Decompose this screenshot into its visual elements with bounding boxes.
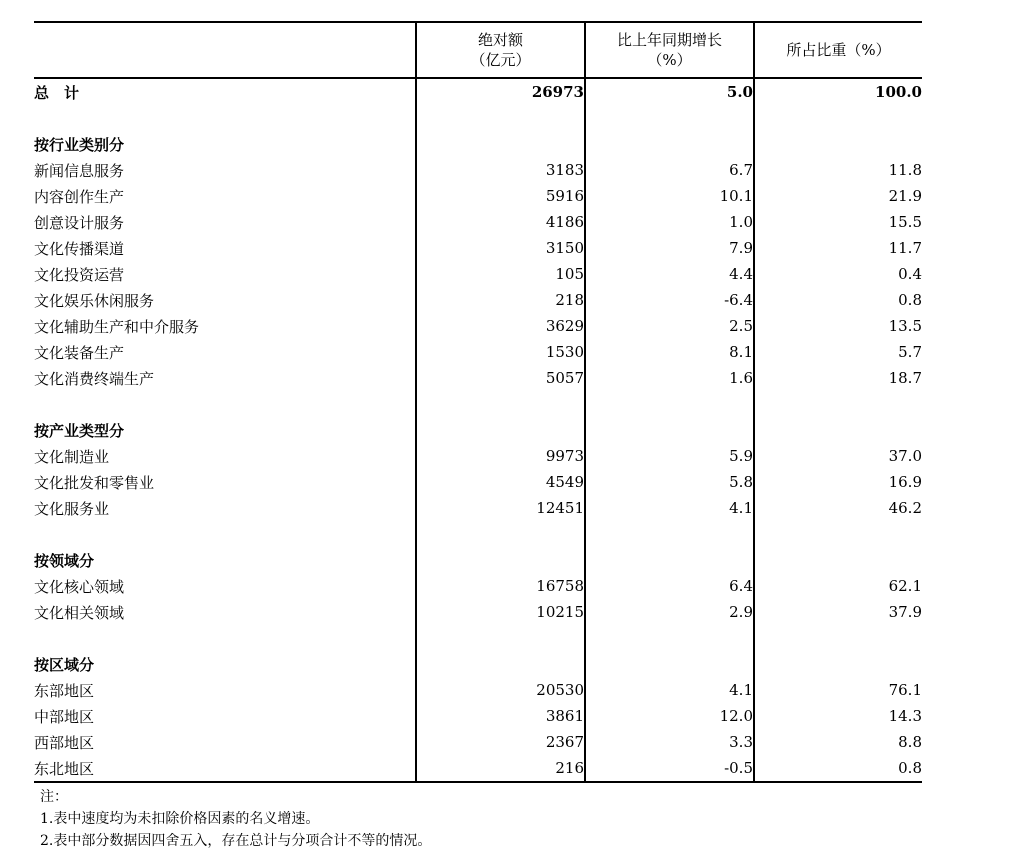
spacer-cell bbox=[416, 391, 585, 417]
spacer-cell bbox=[754, 105, 922, 131]
row-share: 37.0 bbox=[754, 443, 922, 469]
row-label: 文化核心领域 bbox=[34, 577, 125, 596]
row-share: 0.4 bbox=[754, 261, 922, 287]
total-amount: 26973 bbox=[416, 78, 585, 105]
table-notes bbox=[40, 786, 431, 852]
row-growth: 12.0 bbox=[585, 703, 754, 729]
empty-cell bbox=[416, 547, 585, 573]
header-growth bbox=[585, 22, 754, 78]
empty-cell bbox=[585, 417, 754, 443]
row-label: 文化娱乐休闲服务 bbox=[34, 291, 155, 310]
spacer-cell bbox=[585, 391, 754, 417]
row-amount: 3183 bbox=[416, 157, 585, 183]
table-row bbox=[34, 495, 922, 521]
table-row bbox=[34, 183, 922, 209]
table-row bbox=[34, 729, 922, 755]
total-label: 总 计 bbox=[34, 83, 80, 102]
empty-cell bbox=[754, 547, 922, 573]
row-share: 62.1 bbox=[754, 573, 922, 599]
row-label: 新闻信息服务 bbox=[34, 161, 125, 180]
note-item: 1.表中速度均为未扣除价格因素的名义增速。 bbox=[40, 811, 320, 827]
spacer-cell bbox=[585, 625, 754, 651]
spacer-cell bbox=[754, 625, 922, 651]
table-row bbox=[34, 313, 922, 339]
section-heading-row bbox=[34, 131, 922, 157]
row-amount: 4186 bbox=[416, 209, 585, 235]
row-growth: 6.4 bbox=[585, 573, 754, 599]
empty-cell bbox=[754, 651, 922, 677]
table-row bbox=[34, 443, 922, 469]
row-share: 18.7 bbox=[754, 365, 922, 391]
row-label: 文化装备生产 bbox=[34, 343, 125, 362]
spacer-cell bbox=[34, 105, 416, 131]
statistics-table bbox=[34, 21, 922, 783]
row-growth: 6.7 bbox=[585, 157, 754, 183]
header-share: 所占比重（%） bbox=[754, 22, 922, 78]
header-amount bbox=[416, 22, 585, 78]
row-share: 14.3 bbox=[754, 703, 922, 729]
table-row bbox=[34, 157, 922, 183]
spacer-row bbox=[34, 521, 922, 547]
table-row bbox=[34, 677, 922, 703]
row-share: 76.1 bbox=[754, 677, 922, 703]
spacer-cell bbox=[34, 521, 416, 547]
table-header-row bbox=[34, 22, 922, 78]
spacer-row bbox=[34, 625, 922, 651]
row-amount: 1530 bbox=[416, 339, 585, 365]
row-amount: 3150 bbox=[416, 235, 585, 261]
table-row bbox=[34, 573, 922, 599]
row-label: 文化制造业 bbox=[34, 447, 110, 466]
row-amount: 16758 bbox=[416, 573, 585, 599]
row-growth: 5.8 bbox=[585, 469, 754, 495]
table-body bbox=[34, 78, 922, 782]
spacer-row bbox=[34, 391, 922, 417]
row-share: 0.8 bbox=[754, 755, 922, 782]
header-growth-unit: （%） bbox=[647, 51, 692, 69]
row-share: 11.7 bbox=[754, 235, 922, 261]
row-growth: 4.4 bbox=[585, 261, 754, 287]
spacer-cell bbox=[416, 105, 585, 131]
section-title: 按行业类别分 bbox=[34, 135, 125, 154]
empty-cell bbox=[416, 417, 585, 443]
section-heading-row bbox=[34, 651, 922, 677]
row-share: 0.8 bbox=[754, 287, 922, 313]
row-growth: 1.6 bbox=[585, 365, 754, 391]
row-share: 13.5 bbox=[754, 313, 922, 339]
row-growth: 3.3 bbox=[585, 729, 754, 755]
spacer-cell bbox=[416, 521, 585, 547]
row-growth: 10.1 bbox=[585, 183, 754, 209]
empty-cell bbox=[585, 547, 754, 573]
row-growth: 5.9 bbox=[585, 443, 754, 469]
header-amount-title: 绝对额 bbox=[477, 31, 523, 49]
section-title: 按领域分 bbox=[34, 551, 95, 570]
row-label: 文化服务业 bbox=[34, 499, 110, 518]
total-row bbox=[34, 78, 922, 105]
header-category bbox=[34, 22, 416, 78]
note-item: 2.表中部分数据因四舍五入，存在总计与分项合计不等的情况。 bbox=[40, 833, 432, 849]
row-share: 37.9 bbox=[754, 599, 922, 625]
spacer-cell bbox=[34, 391, 416, 417]
row-growth: 4.1 bbox=[585, 677, 754, 703]
spacer-row bbox=[34, 105, 922, 131]
table-row bbox=[34, 599, 922, 625]
table-row bbox=[34, 261, 922, 287]
table-row bbox=[34, 287, 922, 313]
row-amount: 9973 bbox=[416, 443, 585, 469]
row-amount: 12451 bbox=[416, 495, 585, 521]
table-row bbox=[34, 235, 922, 261]
table-row bbox=[34, 365, 922, 391]
spacer-cell bbox=[34, 625, 416, 651]
row-amount: 10215 bbox=[416, 599, 585, 625]
section-title: 按区域分 bbox=[34, 655, 95, 674]
row-amount: 105 bbox=[416, 261, 585, 287]
section-heading-row bbox=[34, 547, 922, 573]
spacer-cell bbox=[585, 521, 754, 547]
header-amount-unit: （亿元） bbox=[470, 51, 531, 69]
table-row bbox=[34, 209, 922, 235]
row-share: 5.7 bbox=[754, 339, 922, 365]
row-amount: 218 bbox=[416, 287, 585, 313]
section-title: 按产业类型分 bbox=[34, 421, 125, 440]
row-share: 8.8 bbox=[754, 729, 922, 755]
total-growth: 5.0 bbox=[585, 78, 754, 105]
row-share: 21.9 bbox=[754, 183, 922, 209]
row-share: 16.9 bbox=[754, 469, 922, 495]
row-label: 文化投资运营 bbox=[34, 265, 125, 284]
row-amount: 5916 bbox=[416, 183, 585, 209]
empty-cell bbox=[754, 417, 922, 443]
row-amount: 2367 bbox=[416, 729, 585, 755]
row-amount: 4549 bbox=[416, 469, 585, 495]
empty-cell bbox=[585, 131, 754, 157]
spacer-cell bbox=[585, 105, 754, 131]
row-share: 46.2 bbox=[754, 495, 922, 521]
row-label: 中部地区 bbox=[34, 707, 95, 726]
row-growth: 2.5 bbox=[585, 313, 754, 339]
row-amount: 20530 bbox=[416, 677, 585, 703]
spacer-cell bbox=[754, 521, 922, 547]
row-growth: 2.9 bbox=[585, 599, 754, 625]
row-growth: 8.1 bbox=[585, 339, 754, 365]
row-share: 15.5 bbox=[754, 209, 922, 235]
row-growth: -6.4 bbox=[585, 287, 754, 313]
table-row bbox=[34, 469, 922, 495]
empty-cell bbox=[754, 131, 922, 157]
spacer-cell bbox=[754, 391, 922, 417]
notes-title: 注： bbox=[40, 789, 68, 805]
row-growth: 1.0 bbox=[585, 209, 754, 235]
table-row bbox=[34, 339, 922, 365]
section-heading-row bbox=[34, 417, 922, 443]
row-growth: 7.9 bbox=[585, 235, 754, 261]
table-row bbox=[34, 755, 922, 782]
empty-cell bbox=[585, 651, 754, 677]
row-amount: 216 bbox=[416, 755, 585, 782]
row-amount: 3861 bbox=[416, 703, 585, 729]
row-label: 西部地区 bbox=[34, 733, 95, 752]
row-amount: 5057 bbox=[416, 365, 585, 391]
row-share: 11.8 bbox=[754, 157, 922, 183]
header-growth-title: 比上年同期增长 bbox=[616, 31, 722, 49]
row-label: 东北地区 bbox=[34, 759, 95, 778]
row-label: 文化辅助生产和中介服务 bbox=[34, 317, 200, 336]
row-growth: -0.5 bbox=[585, 755, 754, 782]
row-growth: 4.1 bbox=[585, 495, 754, 521]
row-label: 文化相关领域 bbox=[34, 603, 125, 622]
empty-cell bbox=[416, 651, 585, 677]
row-label: 东部地区 bbox=[34, 681, 95, 700]
row-amount: 3629 bbox=[416, 313, 585, 339]
row-label: 文化批发和零售业 bbox=[34, 473, 155, 492]
row-label: 创意设计服务 bbox=[34, 213, 125, 232]
row-label: 文化传播渠道 bbox=[34, 239, 125, 258]
row-label: 内容创作生产 bbox=[34, 187, 125, 206]
table-row bbox=[34, 703, 922, 729]
spacer-cell bbox=[416, 625, 585, 651]
empty-cell bbox=[416, 131, 585, 157]
total-share: 100.0 bbox=[754, 78, 922, 105]
row-label: 文化消费终端生产 bbox=[34, 369, 155, 388]
